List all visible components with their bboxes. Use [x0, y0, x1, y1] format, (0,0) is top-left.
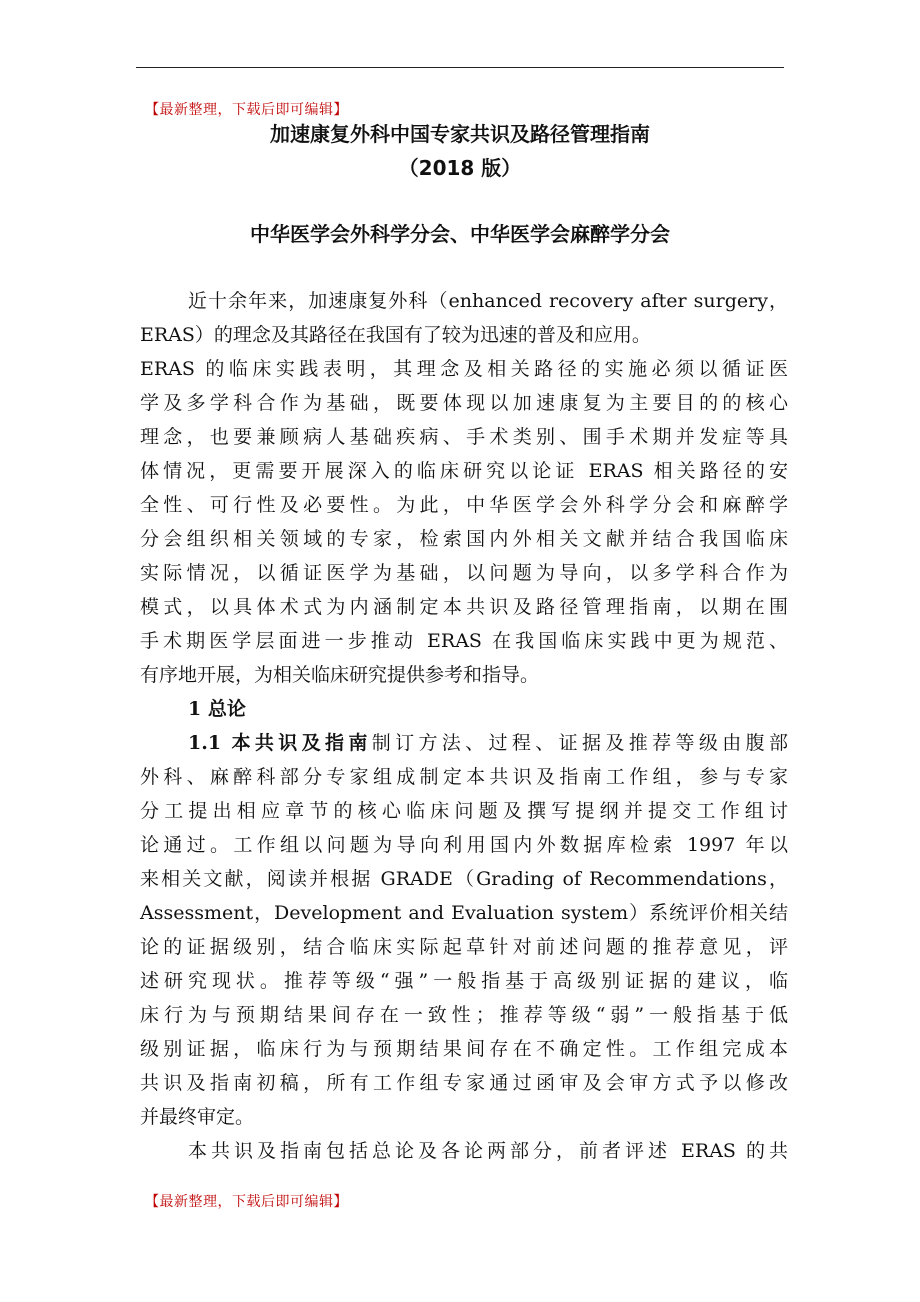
para2-line: 来相关文献，阅读并根据 GRADE（Grading of Recommendations，: [140, 868, 788, 890]
header-rule: [136, 67, 784, 68]
para2-line: 级别证据，临床行为与预期结果间存在不确定性。工作组完成本: [140, 1038, 788, 1060]
subsection-text: 制订方法、过程、证据及推荐等级由腹部: [371, 732, 788, 754]
header-tag: 【最新整理，下载后即可编辑】: [145, 102, 348, 118]
para1-line: ERAS 的临床实践表明，其理念及相关路径的实施必须以循证医: [140, 358, 788, 380]
para1-line: 理念，也要兼顾病人基础疾病、手术类别、围手术期并发症等具: [140, 426, 788, 448]
subsection-1-1-line: [188, 726, 788, 760]
para3-line: 本共识及指南包括总论及各论两部分，前者评述 ERAS 的共: [188, 1140, 788, 1162]
para1-line: 有序地开展，为相关临床研究提供参考和指导。: [140, 664, 540, 686]
para1-line: 近十余年来，加速康复外科（enhanced recovery after surgery，: [188, 290, 788, 312]
subsection-title: 本共识及指南: [231, 732, 372, 754]
para2-line: 分工提出相应章节的核心临床问题及撰写提纲并提交工作组讨: [140, 800, 788, 822]
para1-line: 全性、可行性及必要性。为此，中华医学会外科学分会和麻醉学: [140, 494, 788, 516]
para2-line: 论通过。工作组以问题为导向利用国内外数据库检索 1997 年以: [140, 834, 788, 856]
para1-line: 模式，以具体术式为内涵制定本共识及路径管理指南，以期在围: [140, 596, 788, 618]
doc-title: 加速康复外科中国专家共识及路径管理指南: [270, 122, 650, 146]
doc-edition: （2018 版）: [398, 156, 522, 180]
doc-authors: 中华医学会外科学分会、中华医学会麻醉学分会: [250, 222, 670, 246]
para1-line: 手术期医学层面进一步推动 ERAS 在我国临床实践中更为规范、: [140, 630, 788, 652]
para2-line: Assessment，Development and Evaluation system）系统评价相关结: [140, 902, 788, 924]
para1-line: 分会组织相关领域的专家，检索国内外相关文献并结合我国临床: [140, 528, 788, 550]
para2-line: 述研究现状。推荐等级“强”一般指基于高级别证据的建议，临: [140, 970, 788, 992]
para2-line: 外科、麻醉科部分专家组成制定本共识及指南工作组，参与专家: [140, 766, 788, 788]
footer-tag: 【最新整理，下载后即可编辑】: [145, 1194, 348, 1210]
para1-line: 实际情况，以循证医学为基础，以问题为导向，以多学科合作为: [140, 562, 788, 584]
para2-line: 并最终审定。: [140, 1106, 255, 1128]
para2-line: 共识及指南初稿，所有工作组专家通过函审及会审方式予以修改: [140, 1072, 788, 1094]
para1-line: ERAS）的理念及其路径在我国有了较为迅速的普及和应用。: [140, 324, 651, 346]
subsection-number: 1.1: [188, 732, 222, 754]
para1-line: 学及多学科合作为基础，既要体现以加速康复为主要目的的核心: [140, 392, 788, 414]
para2-line: 床行为与预期结果间存在一致性；推荐等级“弱”一般指基于低: [140, 1004, 788, 1026]
para1-line: 体情况，更需要开展深入的临床研究以论证 ERAS 相关路径的安: [140, 460, 788, 482]
para2-line: 论的证据级别，结合临床实际起草针对前述问题的推荐意见，评: [140, 936, 788, 958]
section-heading: 1 总论: [188, 698, 246, 720]
